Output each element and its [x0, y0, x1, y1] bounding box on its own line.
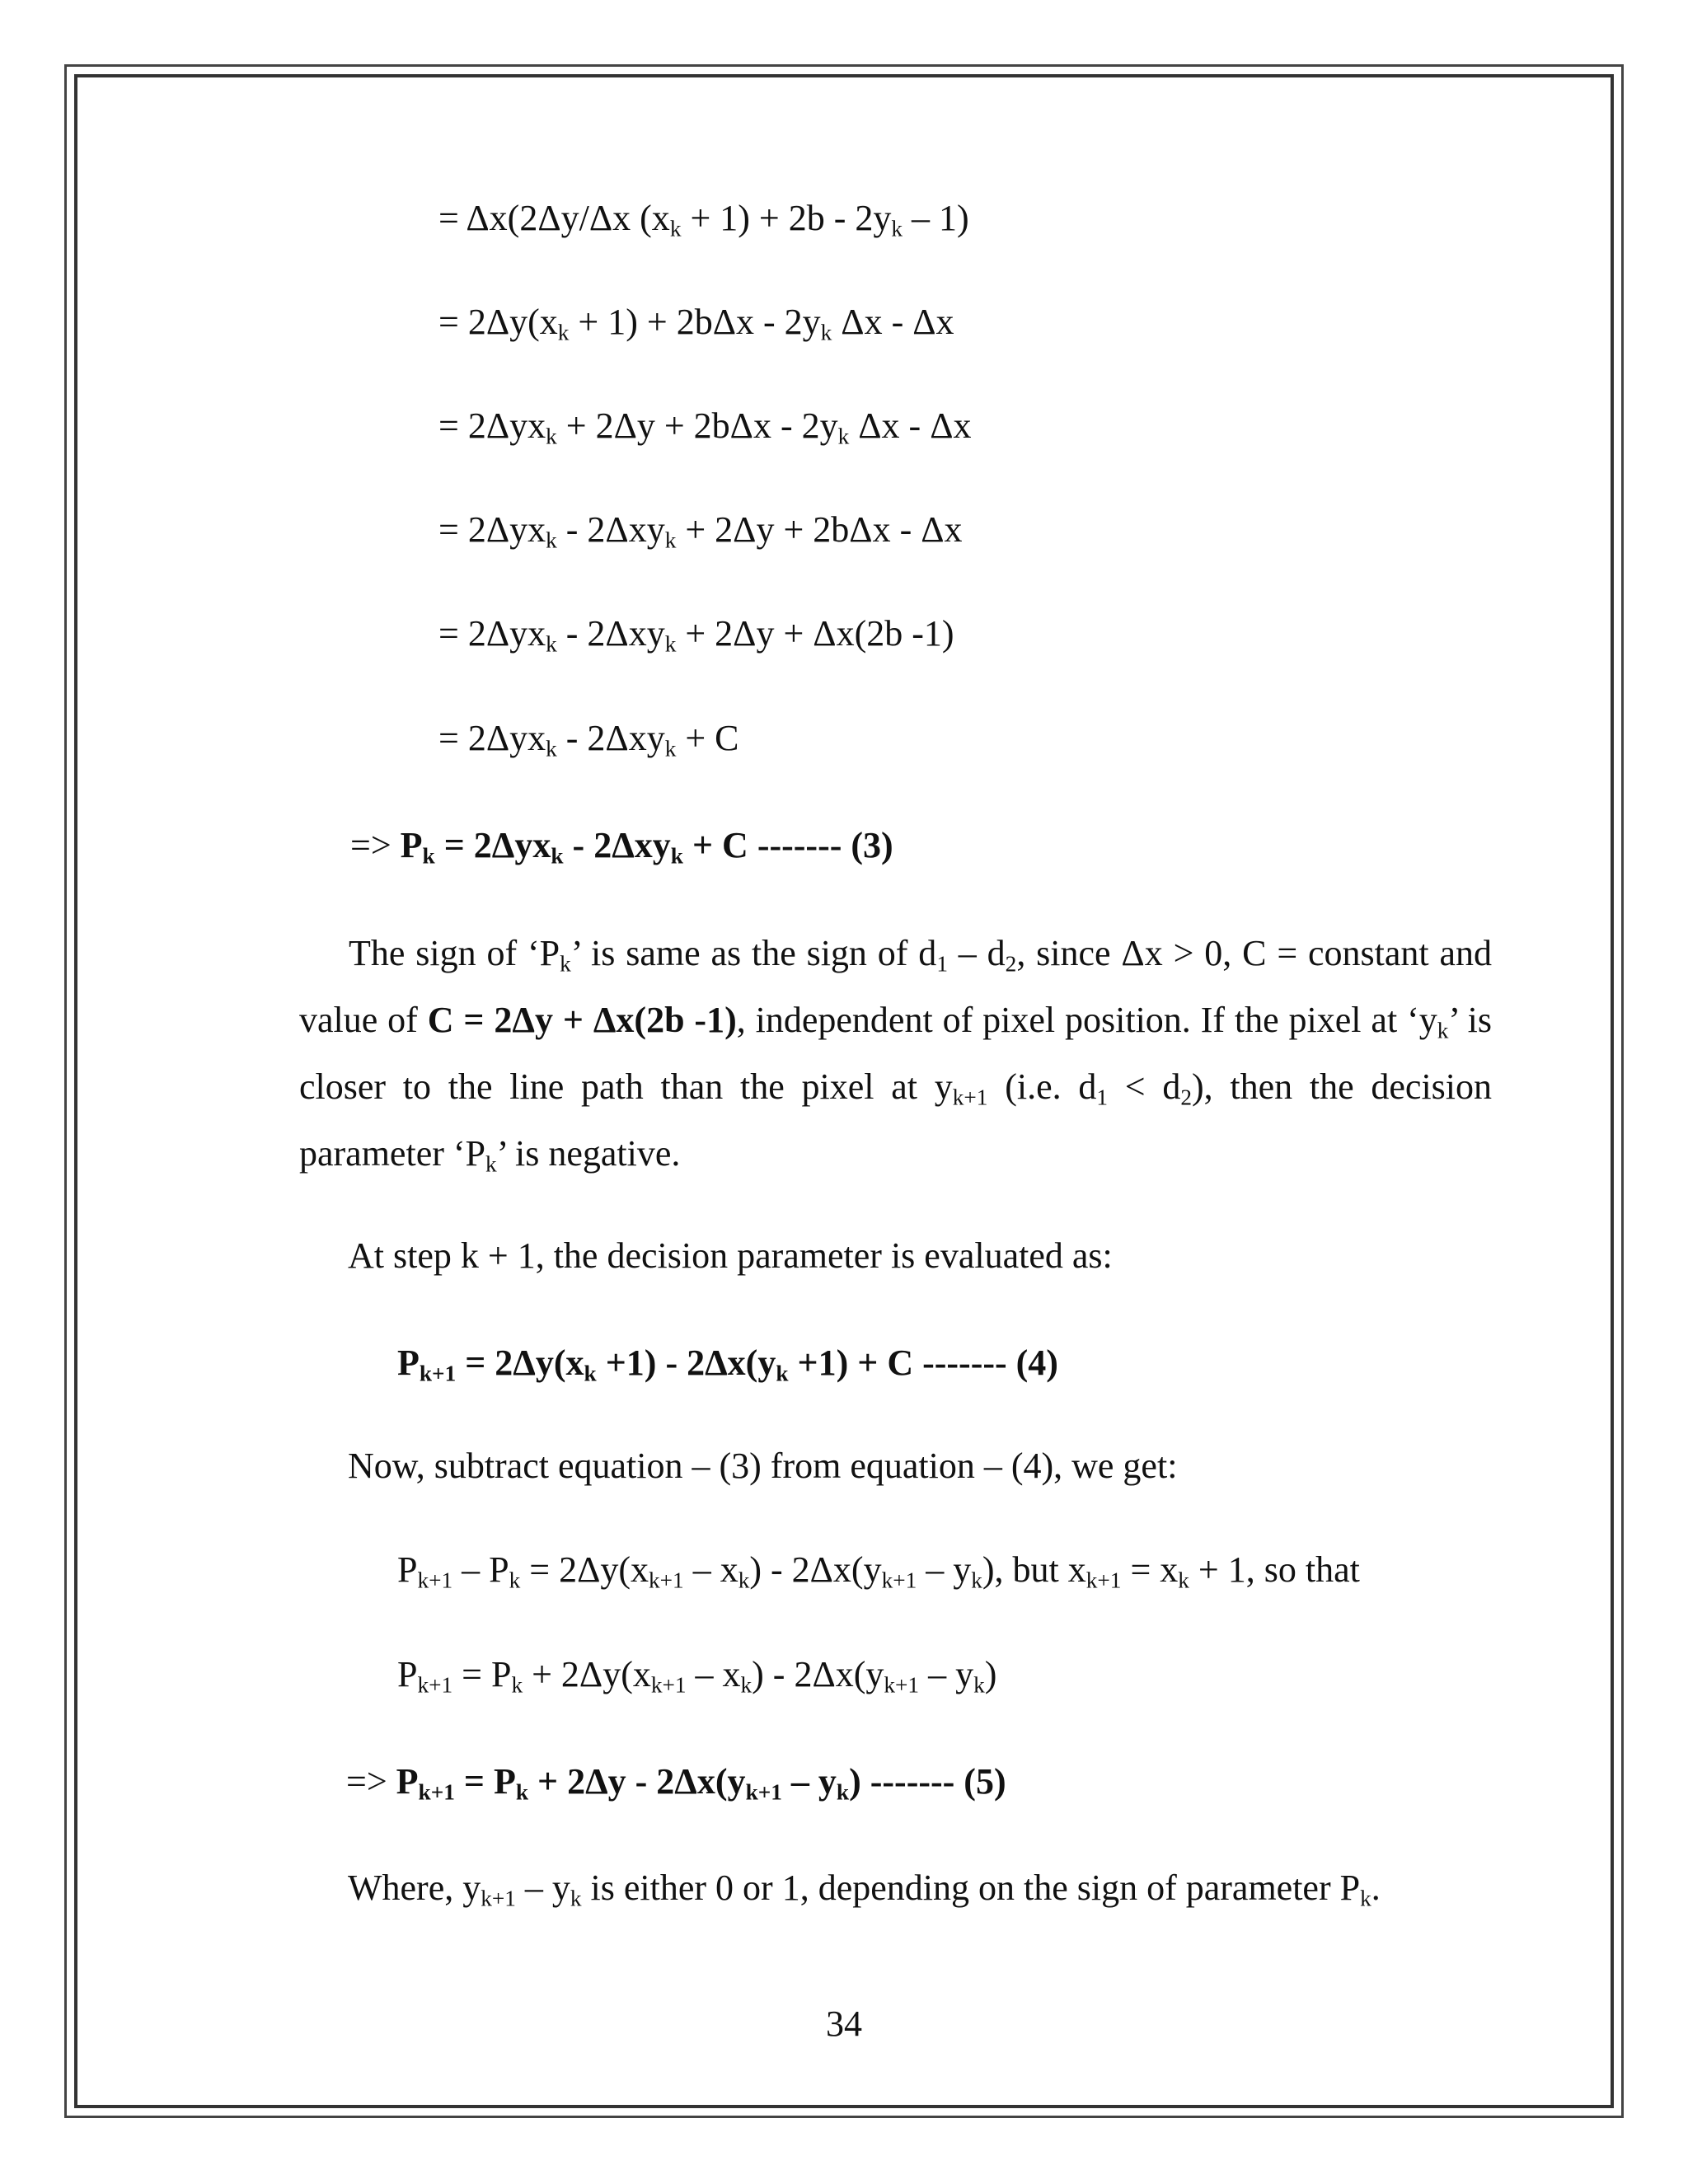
step-text: At step k + 1, the decision parameter is evaluated as:: [348, 1235, 1113, 1276]
equation-3-body: $P_k = 2\Delta yx_k - 2\Delta xy_k + C$ ------- (3): [400, 825, 893, 869]
equation-5-prefix: =>: [346, 1761, 396, 1802]
where-text: Where, $y_{k+1} - y_k$ is either 0 or 1, depending on the sign of parameter $P_k$.: [348, 1868, 1381, 1911]
derivation-line-3: = $2\Delta yx_k + 2\Delta y + 2b\Delta x - 2y_k$ Δx - Δx: [438, 405, 972, 449]
paragraph-1-part-2: , independent of pixel position. If the pixel at ‘$y_k$’ is closer to the line path than the pixel at $y_{k+1}$ (i.e. $d_1 < d_2$), then the decision parameter ‘$P_k$’ is negative.: [299, 1000, 1493, 1177]
derivation-line-6: = 2Δyx$_k$ - 2Δxy$_k$ + C: [438, 718, 739, 762]
equation-4: $P_{k+1} = 2\Delta y(x_k +1) - 2\Delta x(y_k +1) + C$ ------- (4): [397, 1343, 1058, 1386]
subtract-text: Now, subtract equation – (3) from equation – (4), we get:: [348, 1446, 1178, 1486]
derivation-line-1: = Δx(2Δy/Δx $(x_k + 1) + 2b - 2y_k - 1$): [438, 198, 969, 241]
equation-5: [346, 1761, 1006, 1805]
derivation-line-5: = 2Δyx$_k$ - 2Δxy$_k$ + 2Δy + Δx(2b -1): [438, 613, 954, 657]
paragraph-1-part-1: The sign of ‘$P_k$’ is same as the sign of $d_1 - d_2$, since Δx > 0, C = constant and value of: [299, 933, 1493, 1040]
difference-line-1: $P_{k+1} - P_k = 2\Delta y(x_{k+1} - x_k) - 2\Delta x(y_{k+1} - y_k)$, but $x_{k+1} = x_k + 1$, so that: [397, 1549, 1360, 1593]
equation-5-body: $P_{k+1} = P_k + 2\Delta y - 2\Delta x(y_{k+1} - y_k)$ ------- (5): [396, 1761, 1006, 1805]
equation-3: [350, 825, 893, 869]
paragraph-sign-of-pk: [299, 920, 1492, 1187]
paragraph-1-constant: C = 2Δy + Δx(2b -1): [427, 1000, 737, 1040]
derivation-line-2: = $2\Delta y(x_k + 1) + 2b\Delta x - 2y_k$ Δx - Δx: [438, 302, 954, 345]
derivation-line-4: = 2Δyx$_k$ - 2Δxy$_k$ + 2Δy + 2bΔx - Δx: [438, 509, 963, 553]
difference-line-2: $P_{k+1} = P_k + 2\Delta y(x_{k+1} - x_k) - 2\Delta x(y_{k+1} - y_k)$: [397, 1654, 997, 1698]
page-number: 34: [826, 2004, 862, 2044]
equation-3-prefix: =>: [350, 825, 401, 865]
